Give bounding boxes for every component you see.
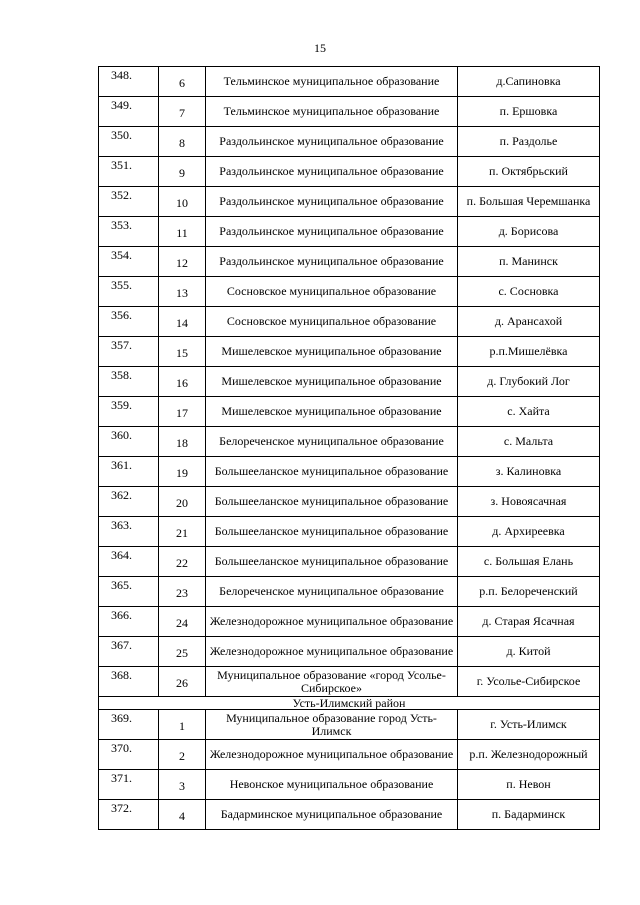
- sequence-number-cell: 11: [159, 217, 206, 247]
- sequence-number-cell: 2: [159, 740, 206, 770]
- settlement-cell: з. Новоясачная: [458, 487, 600, 517]
- table-row: [99, 607, 600, 637]
- municipality-cell: Сосновское муниципальное образование: [206, 277, 458, 307]
- municipality-cell: Мишелевское муниципальное образование: [206, 337, 458, 367]
- registry-number-cell: 360.: [99, 427, 159, 457]
- registry-number-cell: 370.: [99, 740, 159, 770]
- registry-number-cell: 367.: [99, 637, 159, 667]
- section-title: Усть-Илимский район: [99, 697, 600, 710]
- settlement-cell: р.п.Мишелёвка: [458, 337, 600, 367]
- settlement-cell: п. Манинск: [458, 247, 600, 277]
- settlement-cell: с. Хайта: [458, 397, 600, 427]
- settlement-cell: з. Калиновка: [458, 457, 600, 487]
- sequence-number-cell: 6: [159, 67, 206, 97]
- sequence-number-cell: 20: [159, 487, 206, 517]
- sequence-number-cell: 15: [159, 337, 206, 367]
- settlement-cell: п. Бадарминск: [458, 800, 600, 830]
- settlement-cell: с. Мальта: [458, 427, 600, 457]
- settlement-cell: д.Сапиновка: [458, 67, 600, 97]
- municipality-cell: Раздольинское муниципальное образование: [206, 217, 458, 247]
- table-row: [99, 127, 600, 157]
- municipality-cell: Мишелевское муниципальное образование: [206, 397, 458, 427]
- table-row: [99, 307, 600, 337]
- settlement-cell: п. Большая Черемшанка: [458, 187, 600, 217]
- municipality-cell: Железнодорожное муниципальное образование: [206, 607, 458, 637]
- municipality-cell: Мишелевское муниципальное образование: [206, 367, 458, 397]
- settlement-cell: д. Арансахой: [458, 307, 600, 337]
- sequence-number-cell: 18: [159, 427, 206, 457]
- sequence-number-cell: 8: [159, 127, 206, 157]
- registry-number-cell: 371.: [99, 770, 159, 800]
- municipality-cell: Большееланское муниципальное образование: [206, 457, 458, 487]
- table-row: [99, 97, 600, 127]
- settlement-cell: с. Большая Елань: [458, 547, 600, 577]
- municipality-cell: Сосновское муниципальное образование: [206, 307, 458, 337]
- settlement-cell: г. Усть-Илимск: [458, 710, 600, 740]
- settlement-cell: п. Ершовка: [458, 97, 600, 127]
- municipality-cell: Тельминское муниципальное образование: [206, 67, 458, 97]
- table-row: [99, 247, 600, 277]
- registry-number-cell: 372.: [99, 800, 159, 830]
- registry-number-cell: 350.: [99, 127, 159, 157]
- table-row: [99, 770, 600, 800]
- sequence-number-cell: 19: [159, 457, 206, 487]
- registry-number-cell: 363.: [99, 517, 159, 547]
- settlement-cell: д. Китой: [458, 637, 600, 667]
- municipality-cell: Большееланское муниципальное образование: [206, 547, 458, 577]
- table-row: [99, 427, 600, 457]
- settlement-cell: с. Сосновка: [458, 277, 600, 307]
- sequence-number-cell: 21: [159, 517, 206, 547]
- table-row: [99, 277, 600, 307]
- table-row: [99, 337, 600, 367]
- sequence-number-cell: 25: [159, 637, 206, 667]
- registry-number-cell: 362.: [99, 487, 159, 517]
- municipality-cell: Раздольинское муниципальное образование: [206, 127, 458, 157]
- municipality-cell: Невонское муниципальное образование: [206, 770, 458, 800]
- sequence-number-cell: 24: [159, 607, 206, 637]
- settlement-cell: р.п. Белореченский: [458, 577, 600, 607]
- sequence-number-cell: 22: [159, 547, 206, 577]
- registry-number-cell: 366.: [99, 607, 159, 637]
- table-row: [99, 217, 600, 247]
- registry-number-cell: 369.: [99, 710, 159, 740]
- settlement-cell: п. Невон: [458, 770, 600, 800]
- table-row: [99, 517, 600, 547]
- section-header-row: [99, 697, 600, 710]
- sequence-number-cell: 17: [159, 397, 206, 427]
- registry-number-cell: 365.: [99, 577, 159, 607]
- registry-number-cell: 357.: [99, 337, 159, 367]
- table-row: [99, 637, 600, 667]
- registry-number-cell: 351.: [99, 157, 159, 187]
- table-row: [99, 457, 600, 487]
- sequence-number-cell: 12: [159, 247, 206, 277]
- registry-number-cell: 359.: [99, 397, 159, 427]
- sequence-number-cell: 14: [159, 307, 206, 337]
- table-row: [99, 397, 600, 427]
- registry-number-cell: 361.: [99, 457, 159, 487]
- sequence-number-cell: 13: [159, 277, 206, 307]
- registry-number-cell: 355.: [99, 277, 159, 307]
- sequence-number-cell: 1: [159, 710, 206, 740]
- sequence-number-cell: 7: [159, 97, 206, 127]
- municipality-cell: Большееланское муниципальное образование: [206, 517, 458, 547]
- municipality-cell: Тельминское муниципальное образование: [206, 97, 458, 127]
- sequence-number-cell: 10: [159, 187, 206, 217]
- municipality-cell: Железнодорожное муниципальное образование: [206, 740, 458, 770]
- settlement-cell: г. Усолье-Сибирское: [458, 667, 600, 697]
- municipality-cell: Большееланское муниципальное образование: [206, 487, 458, 517]
- table-row: [99, 577, 600, 607]
- settlement-cell: д. Глубокий Лог: [458, 367, 600, 397]
- municipality-cell: Раздольинское муниципальное образование: [206, 157, 458, 187]
- table-row: [99, 367, 600, 397]
- sequence-number-cell: 9: [159, 157, 206, 187]
- municipality-cell: Муниципальное образование «город Усолье-Сибирское»: [206, 667, 458, 697]
- table-row: [99, 157, 600, 187]
- registry-number-cell: 354.: [99, 247, 159, 277]
- municipality-cell: Белореченское муниципальное образование: [206, 577, 458, 607]
- sequence-number-cell: 4: [159, 800, 206, 830]
- registry-number-cell: 348.: [99, 67, 159, 97]
- sequence-number-cell: 16: [159, 367, 206, 397]
- registry-number-cell: 349.: [99, 97, 159, 127]
- registry-number-cell: 364.: [99, 547, 159, 577]
- registry-number-cell: 368.: [99, 667, 159, 697]
- settlement-cell: д. Старая Ясачная: [458, 607, 600, 637]
- table-row: [99, 67, 600, 97]
- settlement-cell: р.п. Железнодорожный: [458, 740, 600, 770]
- settlement-cell: п. Октябрьский: [458, 157, 600, 187]
- settlements-table: [98, 66, 600, 830]
- sequence-number-cell: 23: [159, 577, 206, 607]
- settlement-cell: д. Архиреевка: [458, 517, 600, 547]
- municipality-cell: Раздольинское муниципальное образование: [206, 247, 458, 277]
- sequence-number-cell: 26: [159, 667, 206, 697]
- registry-number-cell: 352.: [99, 187, 159, 217]
- registry-number-cell: 358.: [99, 367, 159, 397]
- page-number: 15: [314, 41, 326, 55]
- sequence-number-cell: 3: [159, 770, 206, 800]
- settlement-cell: п. Раздолье: [458, 127, 600, 157]
- table-row: [99, 740, 600, 770]
- settlement-cell: д. Борисова: [458, 217, 600, 247]
- table-row: [99, 547, 600, 577]
- table-row: [99, 487, 600, 517]
- table-row: [99, 800, 600, 830]
- municipality-cell: Бадарминское муниципальное образование: [206, 800, 458, 830]
- table-row: [99, 710, 600, 740]
- municipality-cell: Железнодорожное муниципальное образование: [206, 637, 458, 667]
- municipality-cell: Раздольинское муниципальное образование: [206, 187, 458, 217]
- municipality-cell: Белореченское муниципальное образование: [206, 427, 458, 457]
- table-row: [99, 667, 600, 697]
- table-row: [99, 187, 600, 217]
- municipality-cell: Муниципальное образование город Усть-Илимск: [206, 710, 458, 740]
- registry-number-cell: 356.: [99, 307, 159, 337]
- registry-number-cell: 353.: [99, 217, 159, 247]
